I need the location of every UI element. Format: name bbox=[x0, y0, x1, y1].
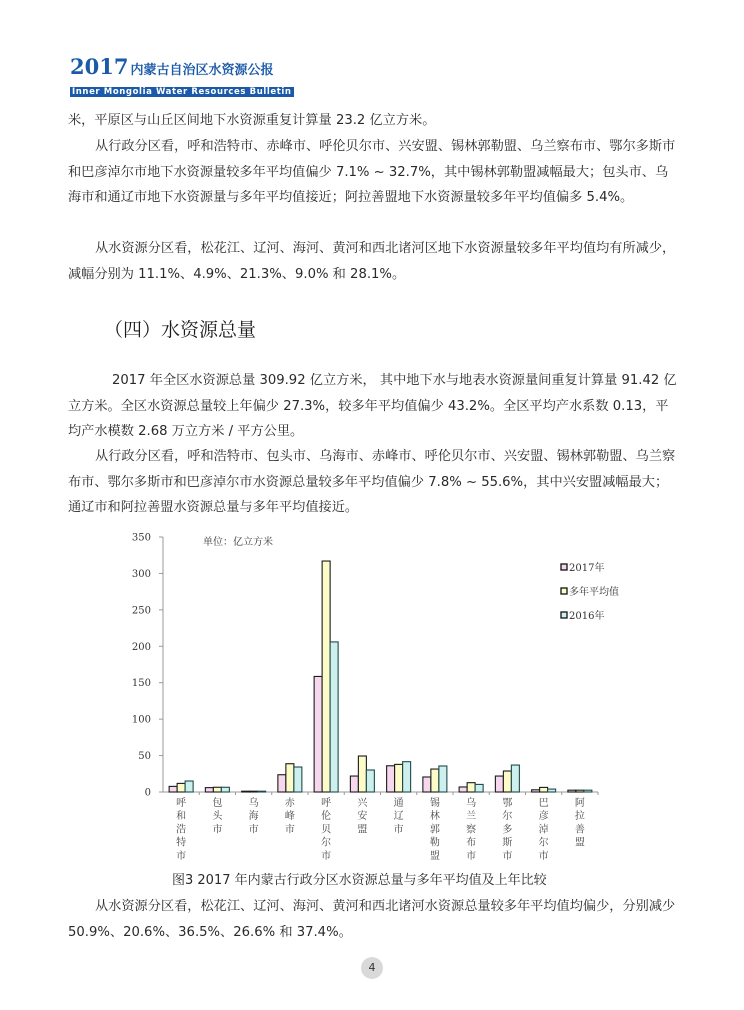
bar bbox=[387, 766, 395, 792]
bar bbox=[532, 790, 540, 792]
bar bbox=[258, 791, 266, 792]
bars-group bbox=[169, 561, 592, 792]
legend-swatch bbox=[561, 612, 567, 618]
x-tick-label: 赤峰市 bbox=[284, 798, 295, 836]
bar bbox=[511, 765, 519, 792]
paragraph-6: 从水资源分区看，松花江、辽河、海河、黄河和西北诸河水资源总量较多年平均值均偏少，分别减少 50.9%、20.6%、36.5%、26.6% 和 37.4%。 bbox=[68, 899, 676, 940]
x-tick-label: 锡林郭勒盟 bbox=[429, 798, 440, 862]
paragraph-5: 从行政分区看，呼和浩特市、包头市、乌海市、赤峰市、呼伦贝尔市、兴安盟、锡林郭勒盟、乌兰察布市、鄂尔多斯市和巴彦淖尔市水资源总量较多年平均值偏少 7.8% ~ 55.6%，其中兴安盟减幅最大；通辽市和阿拉善盟水资源总量与多年平均值接近。 bbox=[68, 449, 676, 515]
y-tick-label: 200 bbox=[131, 641, 151, 653]
header-title-en: Inner Mongolia Water Resources Bulletin bbox=[72, 87, 292, 97]
y-tick-label: 100 bbox=[131, 714, 151, 726]
x-tick-label: 阿拉善盟 bbox=[574, 798, 585, 849]
legend bbox=[561, 561, 619, 622]
legend-label: 2016年 bbox=[569, 611, 605, 622]
bar bbox=[205, 788, 213, 792]
x-tick-label: 包头市 bbox=[212, 798, 223, 836]
paragraph-4: 2017 年全区水资源总量 309.92 亿立方米， 其中地下水与地表水资源量间重复计算量 91.42 亿立方米。全区水资源总量较上年偏少 27.3%，较多年平均值偏少 43.2%。全区平均产水系数 0.13，平均产水模数 2.68 万立方米 / 平方公里。 bbox=[68, 373, 677, 439]
bar bbox=[250, 791, 258, 792]
bar bbox=[294, 767, 302, 792]
figure-caption: 图3 2017 年内蒙古行政分区水资源总量与多年平均值及上年比较 bbox=[172, 873, 547, 888]
y-tick-label: 300 bbox=[131, 568, 151, 580]
x-tick-label: 乌海市 bbox=[248, 798, 259, 836]
bar bbox=[584, 790, 592, 792]
x-tick-label: 呼和浩特市 bbox=[176, 798, 187, 862]
bar bbox=[439, 766, 447, 792]
legend-label: 2017年 bbox=[569, 563, 605, 574]
section-title: （四）水资源总量 bbox=[104, 319, 257, 341]
bar bbox=[358, 756, 366, 792]
bar bbox=[568, 790, 576, 792]
bulletin-header bbox=[70, 54, 294, 98]
bar bbox=[548, 789, 556, 792]
x-tick-label: 兴安盟 bbox=[357, 798, 368, 836]
y-tick-label: 150 bbox=[131, 678, 151, 690]
x-tick-label: 乌兰察布市 bbox=[466, 798, 477, 862]
bar bbox=[576, 790, 584, 792]
y-tick-label: 50 bbox=[138, 751, 151, 763]
bar bbox=[403, 762, 411, 792]
y-tick-label: 0 bbox=[144, 787, 151, 799]
x-tick-label: 呼伦贝尔市 bbox=[321, 798, 332, 862]
bar bbox=[503, 771, 511, 792]
bar bbox=[177, 783, 185, 792]
bar bbox=[459, 787, 467, 792]
y-tick-label: 250 bbox=[131, 605, 151, 617]
bar bbox=[314, 676, 322, 792]
bar bbox=[431, 769, 439, 792]
bar bbox=[350, 776, 358, 792]
bar bbox=[366, 770, 374, 792]
header-title-cn: 内蒙古自治区水资源公报 bbox=[130, 63, 274, 78]
bar bbox=[475, 784, 483, 792]
paragraph-2: 从行政分区看，呼和浩特市、赤峰市、呼伦贝尔市、兴安盟、锡林郭勒盟、乌兰察布市、鄂尔多斯市和巴彦淖尔市地下水资源量较多年平均值偏少 7.1% ~ 32.7%，其中锡林郭勒盟减幅最大；包头市、乌海市和通辽市地下水资源量与多年平均值接近；阿拉善盟地下水资源量较多年平均值偏多 5.4%。 bbox=[68, 139, 676, 205]
bar bbox=[540, 787, 548, 792]
bar bbox=[185, 781, 193, 792]
bar bbox=[221, 787, 229, 792]
legend-label: 多年平均值 bbox=[569, 587, 619, 598]
header-year: 2017 bbox=[70, 54, 129, 79]
x-axis-labels bbox=[176, 796, 585, 862]
bar bbox=[242, 791, 250, 792]
bar bbox=[169, 786, 177, 792]
bar bbox=[495, 776, 503, 792]
y-tick-label: 350 bbox=[131, 532, 151, 544]
legend-swatch bbox=[561, 564, 567, 570]
bar bbox=[286, 764, 294, 792]
unit-label: 单位：亿立方米 bbox=[203, 537, 273, 548]
legend-swatch bbox=[561, 588, 567, 594]
page-number: 4 bbox=[361, 957, 383, 979]
bar bbox=[395, 764, 403, 792]
bar bbox=[423, 777, 431, 792]
bar bbox=[278, 775, 286, 792]
x-tick-label: 鄂尔多斯市 bbox=[502, 798, 513, 862]
bar bbox=[213, 787, 221, 792]
bar bbox=[467, 783, 475, 792]
paragraph-3: 从水资源分区看，松花江、辽河、海河、黄河和西北诸河区地下水资源量较多年平均值均有所减少，减幅分别为 11.1%、4.9%、21.3%、9.0% 和 28.1%。 bbox=[68, 241, 676, 282]
bar bbox=[322, 561, 330, 792]
x-tick-label: 巴彦淖尔市 bbox=[538, 798, 549, 862]
paragraph-1: 米，平原区与山丘区间地下水资源重复计算量 23.2 亿立方米。 bbox=[68, 113, 436, 128]
bar bbox=[330, 642, 338, 792]
bar-chart bbox=[0, 530, 744, 870]
x-tick-label: 通辽市 bbox=[393, 798, 404, 836]
